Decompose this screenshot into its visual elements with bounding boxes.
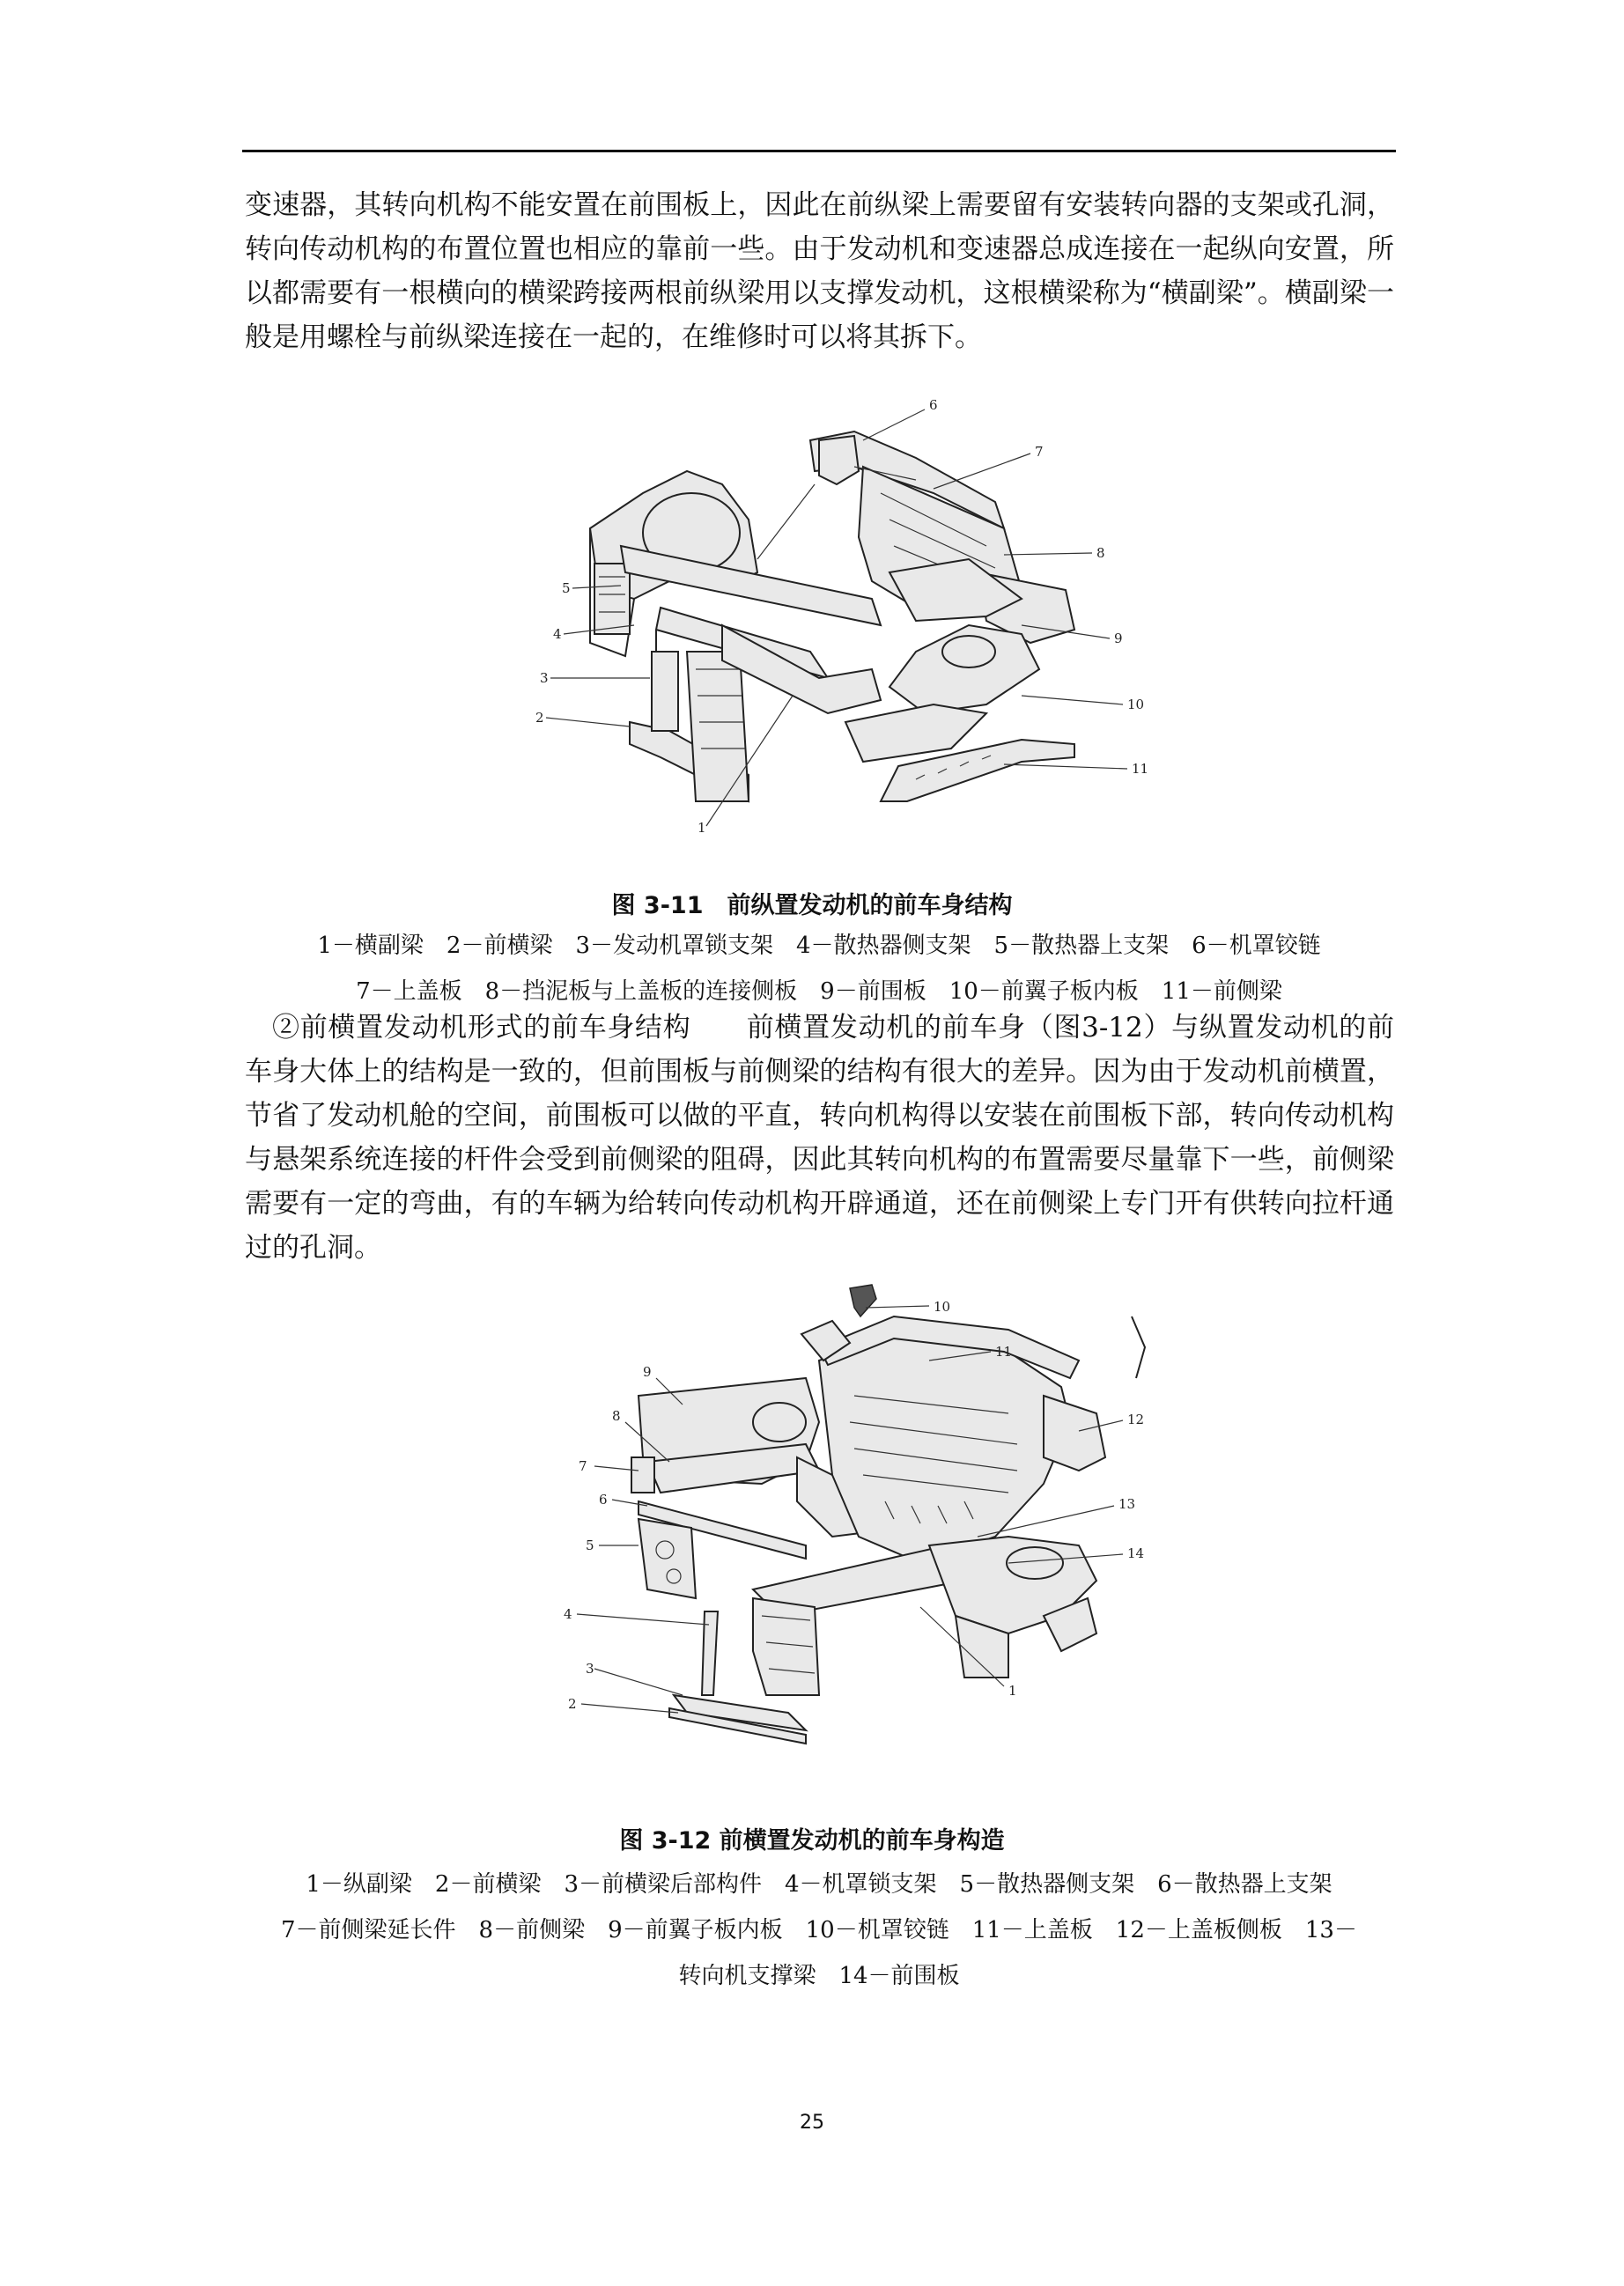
- figure-3-11-legend: [238, 923, 1400, 1014]
- figure-3-12-legend-line-1: 1－纵副梁 2－前横梁 3－前横梁后部构件 4－机罩锁支架 5－散热器侧支架 6－散热器上支架: [306, 1871, 1332, 1898]
- callout-11: 11: [995, 1344, 1013, 1360]
- callout-1: 1: [698, 820, 706, 836]
- callout-6: 6: [929, 397, 938, 413]
- callout-13: 13: [1118, 1496, 1136, 1512]
- callout-2: 2: [535, 710, 544, 726]
- callout-9: 9: [1114, 630, 1123, 646]
- page-number: 25: [800, 2112, 824, 2134]
- callout-5: 5: [562, 580, 571, 596]
- callout-3: 3: [540, 670, 549, 686]
- callout-8: 8: [612, 1408, 621, 1424]
- callout-10: 10: [1127, 697, 1145, 712]
- figure-3-11-caption: 图 3-11 前纵置发动机的前车身结构: [611, 892, 1013, 919]
- callout-4: 4: [553, 626, 562, 642]
- callout-10: 10: [934, 1299, 951, 1315]
- figure-3-11-legend-line-2: 7－上盖板 8－挡泥板与上盖板的连接侧板 9－前围板 10－前翼子板内板 11－前侧梁: [356, 978, 1282, 1005]
- figure-3-11-diagram: [458, 387, 1163, 854]
- body-paragraph-1: 变速器，其转向机构不能安置在前围板上，因此在前纵梁上需要留有安装转向器的支架或孔洞，转向传动机构的布置位置也相应的靠前一些。由于发动机和变速器总成连接在一起纵向安置，所以都需要有一根横向的横梁跨接两根前纵梁用以支撑发动机，这根横梁称为“横副梁”。横副梁一般是用螺栓与前纵梁连接在一起的，在维修时可以将其拆下。: [245, 189, 1394, 353]
- callout-6: 6: [599, 1492, 608, 1508]
- body-paragraph-2: ②前横置发动机形式的前车身结构 前横置发动机的前车身（图3-12）与纵置发动机的前车身大体上的结构是一致的，但前围板与前侧梁的结构有很大的差异。因为由于发动机前横置，节省了发动机舱的空间，前围板可以做的平直，转向机构得以安装在前围板下部，转向传动机构与悬架系统连接的杆件会受到前侧梁的阻碍，因此其转向机构的布置需要尽量靠下一些，前侧梁需要有一定的弯曲，有的车辆为给转向传动机构开辟通道，还在前侧梁上专门开有供转向拉杆通过的孔洞。: [245, 1012, 1394, 1264]
- callout-14: 14: [1127, 1545, 1145, 1561]
- callout-8: 8: [1096, 545, 1105, 561]
- figure-3-12-legend-line-2: 7－前侧梁延长件 8－前侧梁 9－前翼子板内板 10－机罩铰链 11－上盖板 12－上盖板侧板 13－: [281, 1917, 1357, 1943]
- front-body-transverse-illustration: [515, 1281, 1185, 1770]
- callout-5: 5: [586, 1538, 594, 1553]
- figure-3-12-caption: 图 3-12 前横置发动机的前车身构造: [619, 1827, 1005, 1855]
- callout-4: 4: [564, 1606, 572, 1622]
- callout-7: 7: [579, 1458, 587, 1474]
- callout-1: 1: [1008, 1683, 1017, 1699]
- figure-3-12-legend-line-3: 转向机支撑梁 14－前围板: [678, 1963, 960, 1989]
- figure-3-12-diagram: [515, 1281, 1185, 1770]
- callout-2: 2: [568, 1696, 577, 1712]
- figure-3-11-legend-line-1: 1－横副梁 2－前横梁 3－发动机罩锁支架 4－散热器侧支架 5－散热器上支架 6－机罩铰链: [317, 933, 1321, 959]
- callout-12: 12: [1127, 1412, 1145, 1427]
- callout-11: 11: [1132, 761, 1149, 777]
- header-rule: [242, 150, 1396, 152]
- front-body-longitudinal-illustration: [458, 387, 1163, 854]
- figure-3-12-legend: [238, 1862, 1400, 1999]
- callout-7: 7: [1035, 444, 1044, 460]
- callout-9: 9: [643, 1364, 652, 1380]
- callout-3: 3: [586, 1661, 594, 1677]
